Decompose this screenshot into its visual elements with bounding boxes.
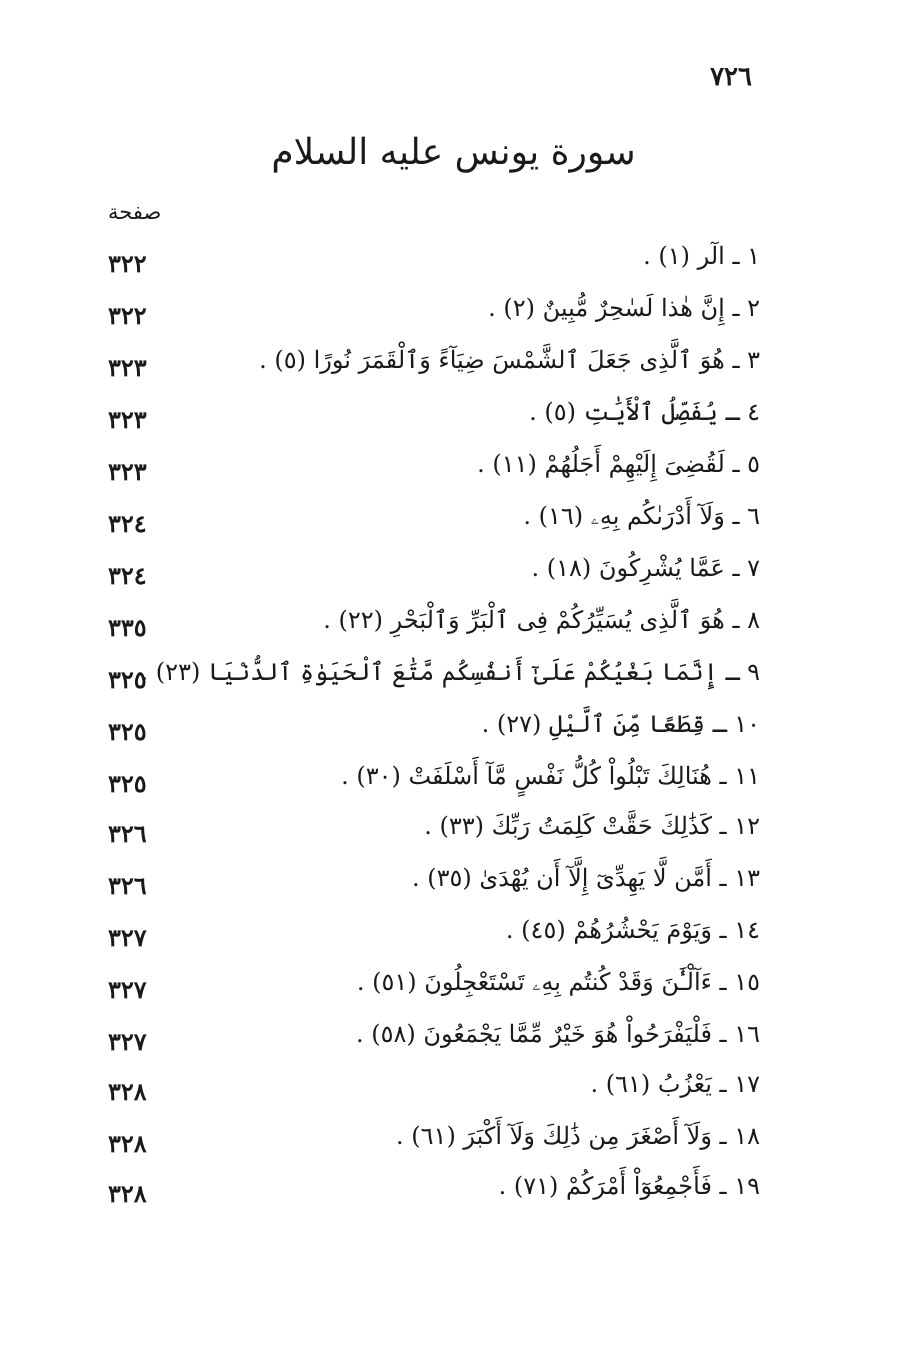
entry-text: ٦ ـ وَلَآ أَدْرَىٰكُم بِهِۦ (١٦) . [523, 502, 760, 530]
index-entry [100, 288, 760, 336]
entry-page-number: ٣٢٣ [108, 457, 147, 486]
entry-page-number: ٣٢٨ [108, 1179, 147, 1208]
entry-page-number: ٣٢٤ [108, 509, 147, 538]
entry-text: ٩ ـ إِنَّمَا بَغْيُكُمْ عَلَىٰٓ أَنفُسِكُم مَّتَٰعَ ٱلْحَيَوٰةِ ٱلدُّنْيَا (٢٣) . [140, 658, 760, 686]
entry-text: ١٩ ـ فَأَجْمِعُوٓاْ أَمْرَكُمْ (٧١) . [498, 1172, 760, 1200]
entry-page-number: ٣٢٢ [108, 301, 147, 330]
entry-page-number: ٣٢٨ [108, 1077, 147, 1106]
entry-text: ٥ ـ لَقُضِىَ إِلَيْهِمْ أَجَلُهُمْ (١١) . [477, 450, 760, 478]
index-entry [100, 704, 760, 752]
index-entry [100, 962, 760, 1010]
entry-page-number: ٣٢٦ [108, 819, 147, 848]
entry-page-number: ٣٢٧ [108, 1027, 147, 1056]
entry-page-number: ٣٢٦ [108, 871, 147, 900]
entry-text: ٢ ـ إِنَّ هٰذا لَسٰحِرٌ مُّبِينٌ (٢) . [488, 294, 760, 322]
page-column-header: صفحة [108, 200, 162, 224]
index-entry [100, 756, 760, 804]
entry-page-number: ٣٢٧ [108, 923, 147, 952]
entry-page-number: ٣٢٣ [108, 405, 147, 434]
index-entry [100, 496, 760, 544]
entry-page-number: ٣٢٨ [108, 1129, 147, 1158]
entry-text: ١١ ـ هُنَالِكَ تَبْلُواْ كُلُّ نَفْسٍ مَّآ أَسْلَفَتْ (٣٠) . [341, 762, 760, 790]
entry-page-number: ٣٢٥ [108, 665, 147, 694]
entry-text: ١٨ ـ وَلَآ أَصْغَرَ مِن ذَٰلِكَ وَلَآ أَكْبَرَ (٦١) . [396, 1122, 760, 1150]
entry-text: ٧ ـ عَمَّا يُشْرِكُونَ (١٨) . [531, 554, 760, 582]
index-entry [100, 548, 760, 596]
entry-text: ١٧ ـ يَعْزُبُ (٦١) . [590, 1070, 760, 1098]
index-entry [100, 858, 760, 906]
index-entry [100, 1166, 760, 1214]
page-number: ٧٢٦ [710, 62, 752, 92]
entry-page-number: ٣٢٤ [108, 561, 147, 590]
entry-text: ١٥ ـ ءَآلْـَٰٔنَ وَقَدْ كُنتُم بِهِۦ تَسْتَعْجِلُونَ (٥١) . [356, 968, 760, 996]
entry-page-number: ٣٣٥ [108, 613, 147, 642]
surah-title: سورة يونس عليه السلام [271, 132, 636, 173]
entry-text: ١٢ ـ كَذَٰلِكَ حَقَّتْ كَلِمَتُ رَبِّكَ (٣٣) . [424, 812, 760, 840]
index-entry [100, 652, 760, 700]
index-entry [100, 340, 760, 388]
index-entry [100, 392, 760, 440]
index-entry [100, 910, 760, 958]
entry-text: ٨ ـ هُوَ ٱلَّذِى يُسَيِّرُكُمْ فِى ٱلْبَرِّ وَٱلْبَحْرِ (٢٢) . [323, 606, 760, 634]
index-entry [100, 600, 760, 648]
entry-text: ١٤ ـ وَيَوْمَ يَحْشُرُهُمْ (٤٥) . [505, 916, 760, 944]
entry-page-number: ٣٢٧ [108, 975, 147, 1004]
index-entry [100, 444, 760, 492]
entry-text: ١٠ ـ قِطَعًا مِّنَ ٱلَّيْلِ (٢٧) . [481, 710, 760, 738]
entry-text: ١٣ ـ أَمَّن لَّا يَهِدِّىٓ إِلَّآ أَن يُهْدَىٰ (٣٥) . [412, 864, 760, 892]
entry-text: ١ ـ الٓر (١) . [643, 242, 760, 270]
entry-page-number: ٣٢٣ [108, 353, 147, 382]
index-entry [100, 1116, 760, 1164]
entry-text: ١٦ ـ فَلْيَفْرَحُواْ هُوَ خَيْرٌ مِّمَّا يَجْمَعُونَ (٥٨) . [356, 1020, 760, 1048]
entry-text: ٤ ـ يُفَصِّلُ ٱلْأَيَٰتِ (٥) . [529, 398, 760, 426]
index-entry [100, 1014, 760, 1062]
entry-page-number: ٣٢٥ [108, 717, 147, 746]
index-entry [100, 806, 760, 854]
entry-page-number: ٣٢٥ [108, 769, 147, 798]
entry-page-number: ٣٢٢ [108, 249, 147, 278]
index-entry [100, 1064, 760, 1112]
entry-text: ٣ ـ هُوَ ٱلَّذِى جَعَلَ ٱلشَّمْسَ ضِيَآءً وَٱلْقَمَرَ نُورًا (٥) . [259, 346, 760, 374]
index-entry [100, 236, 760, 284]
